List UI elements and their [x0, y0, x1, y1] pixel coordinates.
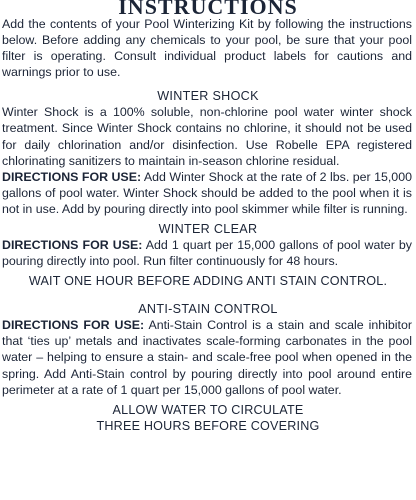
anti-stain-heading: ANTI-STAIN CONTROL [138, 302, 278, 317]
wait-one-hour-note: WAIT ONE HOUR BEFORE ADDING ANTI STAIN CONTROL. [28, 274, 388, 289]
directions-label: DIRECTIONS FOR USE: [2, 169, 142, 184]
directions-label: DIRECTIONS FOR USE: [2, 238, 143, 253]
winter-shock-description: Winter Shock is a 100% soluble, non-chlorine pool water winter shock treatment. Since Winter Shock contains no chlorine, it should not be used for daily chlorination and/or disinfection. Use Robelle EPA registered chlorinating sanitizers to maintain in-season chlorine residual. [2, 105, 412, 168]
winter-clear-directions [0, 237, 416, 269]
winter-shock-directions [0, 169, 416, 217]
intro-paragraph: Add the contents of your Pool Winterizing Kit by following the instructions below. Before adding any chemicals to your pool, be sure that your pool filter is operating. Consult individual product labels for cautions and warnings prior to use. [2, 17, 412, 80]
circulate-note-line1: ALLOW WATER TO CIRCULATE [112, 402, 304, 417]
winter-clear-heading: WINTER CLEAR [158, 222, 258, 237]
directions-label: DIRECTIONS FOR USE: [2, 318, 145, 333]
winter-shock-heading: WINTER SHOCK [157, 89, 259, 104]
page-title: INSTRUCTIONS [118, 0, 298, 16]
winter-shock-directions-text: Add Winter Shock at the rate of 2 lbs. per 15,000 gallons of pool water. Winter Shock should be added to the pool when it is not in use. Add by pouring directly into pool skimmer while filter is running. [2, 169, 412, 216]
circulate-note-line2: THREE HOURS BEFORE COVERING [96, 418, 320, 433]
winter-clear-directions-text: Add 1 quart per 15,000 gallons of pool water by pouring directly into pool. Run filter continuously for 48 hours. [2, 238, 412, 269]
anti-stain-directions [0, 317, 416, 397]
anti-stain-directions-text: Anti-Stain Control is a stain and scale inhibitor that ‘ties up’ metals and inactivates scale-forming carbonates in the pool water – helping to ensure a stain- and scale-free pool when opened in the spring. Add Anti-Stain control by pouring directly into pool around entire perimeter at a rate of 1 quart per 15,000 gallons of pool water. [2, 318, 412, 397]
